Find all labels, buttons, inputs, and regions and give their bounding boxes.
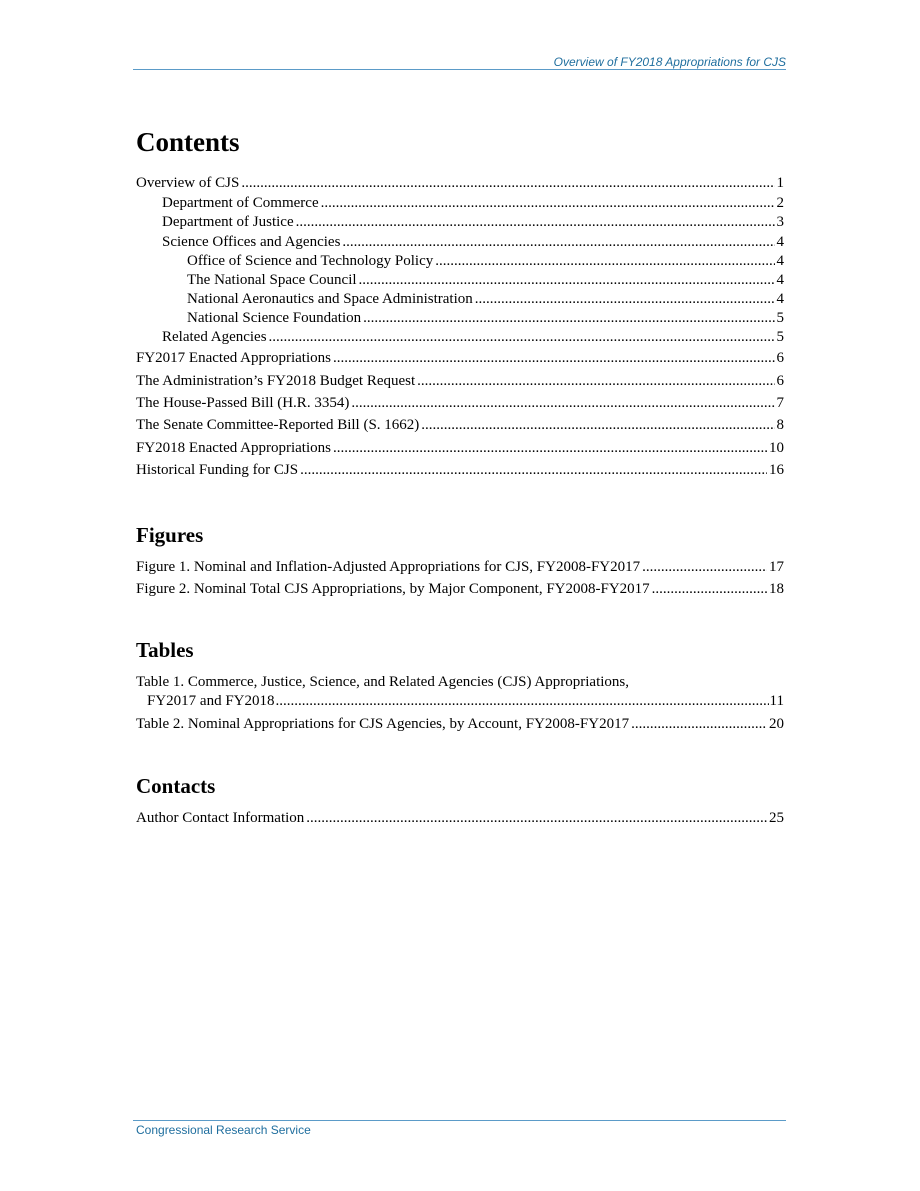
toc-entry-page: 8 [776, 417, 784, 434]
leader-dots [435, 252, 774, 271]
contents-list [136, 172, 784, 481]
toc-entry-page: 5 [776, 309, 784, 326]
leader-dots [475, 290, 775, 309]
toc-entry-page: 1 [776, 175, 784, 191]
toc-entry-page: 7 [776, 394, 784, 411]
toc-entry-label: Science Offices and Agencies [162, 233, 341, 250]
toc-entry-label: Department of Commerce [162, 195, 319, 212]
toc-entry-fy2018-enacted[interactable] [136, 437, 784, 459]
toc-entry-label: The Administration’s FY2018 Budget Request [136, 372, 416, 389]
leader-dots [276, 692, 769, 711]
toc-entry-page: 4 [776, 233, 784, 250]
toc-entry-page: 17 [769, 559, 784, 575]
toc-entry-nsf[interactable] [136, 309, 784, 328]
leader-dots [631, 713, 767, 735]
toc-entry-author-contact[interactable] [136, 807, 784, 829]
figures-list [136, 556, 784, 601]
running-header: Overview of FY2018 Appropriations for CJS [553, 55, 786, 69]
leader-dots [652, 578, 767, 600]
toc-entry-page: 4 [776, 271, 784, 288]
toc-entry-overview[interactable] [136, 172, 784, 194]
toc-entry-page: 20 [769, 716, 784, 732]
toc-entry-label: Office of Science and Technology Policy [187, 252, 434, 269]
toc-entry-label: National Science Foundation [187, 309, 362, 326]
toc-entry-label: Table 1. Commerce, Justice, Science, and Related Agencies (CJS) Appropriations, [136, 674, 629, 690]
leader-dots [296, 213, 775, 232]
toc-entry-page: 3 [776, 214, 784, 231]
toc-entry-figure-2[interactable] [136, 578, 784, 600]
leader-dots [363, 309, 774, 328]
toc-entry-page: 25 [769, 810, 784, 826]
toc-entry-historical-funding[interactable] [136, 459, 784, 481]
tables-list [136, 673, 784, 735]
leader-dots [642, 556, 767, 578]
leader-dots [417, 370, 774, 392]
leader-dots [359, 271, 775, 290]
leader-dots [300, 459, 767, 481]
toc-entry-label: Department of Justice [162, 214, 294, 231]
toc-entry-page: 10 [769, 439, 784, 456]
leader-dots [306, 807, 767, 829]
leader-dots [241, 172, 774, 194]
toc-entry-label: Author Contact Information [136, 810, 305, 826]
toc-entry-related-agencies[interactable] [136, 328, 784, 347]
toc-entry-commerce[interactable] [136, 194, 784, 213]
toc-entry-page: 6 [776, 372, 784, 389]
toc-entry-fy2017-enacted[interactable] [136, 347, 784, 369]
tables-heading: Tables [136, 638, 194, 662]
toc-entry-continuation [136, 692, 784, 711]
leader-dots [342, 233, 774, 252]
leader-dots [421, 414, 774, 436]
toc-entry-science-offices[interactable] [136, 233, 784, 252]
leader-dots [269, 328, 775, 347]
toc-entry-label: Table 2. Nominal Appropriations for CJS Agencies, by Account, FY2008-FY2017 [136, 716, 630, 732]
toc-entry-label: Figure 1. Nominal and Inflation-Adjusted Appropriations for CJS, FY2008-FY2017 [136, 559, 641, 575]
toc-entry-table-2[interactable] [136, 713, 784, 735]
leader-dots [333, 347, 775, 369]
toc-entry-page: 4 [776, 290, 784, 307]
toc-entry-budget-request[interactable] [136, 370, 784, 392]
toc-entry-page: 11 [769, 693, 784, 709]
toc-entry-label: Related Agencies [162, 329, 267, 346]
toc-entry-label: The Senate Committee-Reported Bill (S. 1662) [136, 417, 420, 434]
toc-entry-figure-1[interactable] [136, 556, 784, 578]
toc-entry-label: FY2017 Enacted Appropriations [136, 350, 331, 367]
header-rule [133, 69, 786, 70]
toc-entry-house-bill[interactable] [136, 392, 784, 414]
toc-entry-page: 6 [776, 350, 784, 367]
toc-entry-label: Overview of CJS [136, 175, 240, 191]
toc-entry-page: 5 [776, 329, 784, 346]
toc-entry-table-1[interactable] [136, 673, 784, 711]
toc-entry-space-council[interactable] [136, 271, 784, 290]
toc-entry-label: National Aeronautics and Space Administration [187, 290, 473, 307]
figures-heading: Figures [136, 523, 204, 547]
toc-entry-nasa[interactable] [136, 290, 784, 309]
footer-rule [133, 1120, 786, 1121]
leader-dots [333, 437, 767, 459]
toc-entry-page: 18 [769, 581, 784, 598]
leader-dots [351, 392, 774, 414]
running-footer: Congressional Research Service [136, 1123, 311, 1137]
toc-entry-justice[interactable] [136, 213, 784, 232]
toc-entry-label: FY2017 and FY2018 [147, 693, 275, 709]
toc-entry-label: FY2018 Enacted Appropriations [136, 439, 331, 456]
leader-dots [321, 194, 775, 213]
contacts-list [136, 807, 784, 829]
toc-entry-page: 2 [776, 195, 784, 212]
toc-entry-page: 4 [776, 252, 784, 269]
toc-entry-senate-bill[interactable] [136, 414, 784, 436]
toc-entry-label: Figure 2. Nominal Total CJS Appropriations, by Major Component, FY2008-FY2017 [136, 581, 650, 598]
toc-entry-label: The House-Passed Bill (H.R. 3354) [136, 394, 350, 411]
toc-entry-label: Historical Funding for CJS [136, 462, 299, 479]
toc-entry-label: The National Space Council [187, 271, 357, 288]
toc-entry-page: 16 [769, 462, 784, 479]
contents-heading: Contents [136, 127, 240, 157]
toc-entry-ostp[interactable] [136, 252, 784, 271]
contacts-heading: Contacts [136, 774, 216, 798]
